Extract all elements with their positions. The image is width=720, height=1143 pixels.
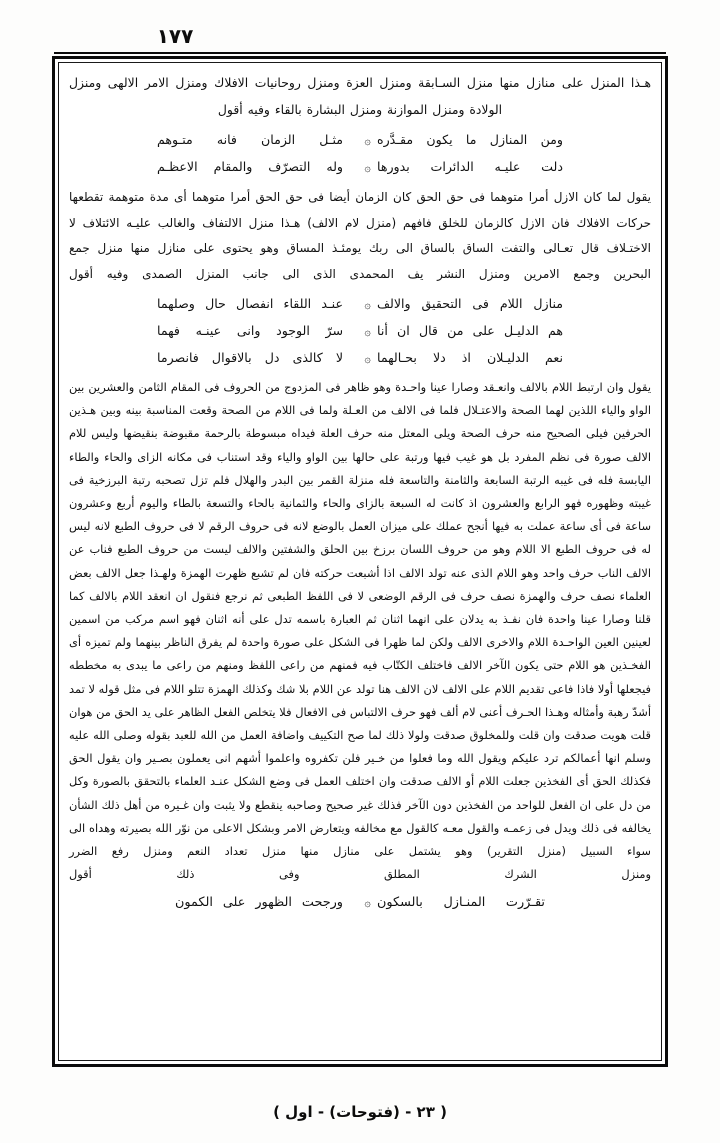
main-prose-line: يقول وان ارتبط اللام بالالف وانعـقد وصارا عينا واحـدة وهو ظاهر فى المزدوج من الحروف فى المقام الثامن (138, 380, 651, 394)
main-prose-line: تصحبه رتبة البرزخية فى غيبته وظهوره فهو الرابع والعشرون اذ كانت له السبعة بالزاى والحاء والثمانية بالحاء والتسعة بالطاء (69, 472, 651, 511)
main-prose-line: بصيرته وهداه الى سواء السبيل (69, 820, 651, 859)
verse-line (69, 345, 651, 372)
verse-line (69, 154, 651, 181)
section-heading-taqrir: (منزل التقرير) (486, 844, 566, 859)
verse-block-second (69, 291, 651, 372)
verse-block-first (69, 127, 651, 181)
main-prose-line: راعى اللفظ ومنهم من راعى ما يبدى به مخططه فيجعلها أولا فاذا فاعى تقديم اللام على الالف لان الالف هنا تولد عن (69, 658, 651, 696)
main-prose-line: من حروف الطبع فناب عن الالف الناب حرف واحد وهو اللام الذى عنه تولد الالف اذا أشبعت حركته فان لم تشبع ظهرت (69, 542, 652, 580)
page-number: ١٧٧ (156, 24, 194, 48)
verse-line (69, 291, 651, 318)
main-prose-line: مكانه الزاى والحاء والطاء اليابسة فله فى غيبه الرتبة السابعة والثامنة والتاسعة فله منزلة القمر بين البدر والهلال فلم تزل (69, 449, 651, 487)
verse-hemistich-first: هم الدليـل على من قال ان أنا (377, 323, 563, 338)
verse-separator-icon: ۞ (364, 325, 371, 338)
second-prose-line-4: البحرين وجمع الامرين ومنزل النشر يف المحمدى الذى الى جانب المنزل الصمدى وفيه أقول (69, 266, 651, 281)
opening-prose (69, 69, 651, 123)
verse-line (69, 127, 651, 154)
main-prose-line: اللام بلا شك وكذلك الهمزة تتلو اللام فى مثل قوله لا تمد أشدّ رهبة وأمثاله وهـذا الحـرف أعنى لام ألف فهو حرف (69, 681, 651, 719)
verse-hemistich-first: ومن المنازل ما يكون مقـدَّره (377, 132, 563, 147)
verse-separator-icon: ۞ (364, 161, 371, 174)
verse-hemistich-second: مثـل الزمان فانه متـوهم (157, 132, 343, 147)
main-prose-line: دل على ان الفعل للواحد من الفخذين دون الآخر فذلك غير صحيح وصاحبه ينقطع ولا يثبت وان غـيره من أهل ذلك (101, 797, 633, 812)
second-prose (69, 185, 651, 287)
verse-hemistich-second: لا كالذى دل بالاقوال فانصرما (157, 350, 343, 365)
main-prose (69, 376, 651, 886)
section-heading-lam-alif: (منزل لام الالف) (307, 215, 397, 230)
verse-separator-icon: ۞ (364, 298, 371, 311)
opening-prose-line-1: هـذا المنزل على منازل منها منزل السـابقة ومنزل العزة ومنزل روحانيات الافلاك ومنزل الامر الالهى ومنزل (69, 75, 651, 90)
page-frame (52, 56, 668, 1067)
main-prose-line: الالتباس فى الافعال فلا يتخلص الفعل الظاهر على يد الحق من هوان قلت هويت صدقت وان قلت وللمخلوق (69, 704, 651, 743)
verse-block-closing (69, 890, 651, 916)
second-prose-line-1: يقول لما كان الازل أمرا متوهما فى حق الحق كان الزمان أيضا فى حق الحق أمرا متوهما أى مدة متوهمة تقطعها (69, 190, 651, 204)
verse-line (69, 890, 651, 916)
verse-hemistich-first: تقـرّرت المنـازل بالسكون (377, 895, 545, 911)
verse-separator-icon: ۞ (364, 896, 371, 910)
verse-hemistich-first: دلت عليـه الدائرات بدورها (377, 159, 563, 174)
main-prose-line: واحدة لم يفرق الناظر بينهما ولم تميزه أى الفخـذين هو اللام حتى يكون الآخر الالف فاختلف الكتّاب فيه فمنهم من (69, 635, 651, 673)
main-prose-line: الهمزة ولهـذا جعل الالف بعض العلماء نصف حرف والهمزة نصف حرف فى الرقم الوضعى لا فى اللفظ الطبعى ثم نرجع (69, 565, 651, 603)
verse-line (69, 318, 651, 345)
main-prose-line: الشأن يخالفه فى ذلك ويدل فى زعمـه والقول معـه كالقول مع مخالفه ويتعارض الامر وبشكل الاعلى من نوّر الله (69, 797, 651, 835)
opening-prose-line-2: الولادة ومنزل الموازنة ومنزل البشارة بالقاء وفيه أقول (217, 102, 503, 117)
main-prose-line: الفخذين جعلت اللام أو الالف صدقت وان اختلف العمل فى وضع الشكل عنـد العلماء بالتحقق بالصورة وكل من (69, 774, 652, 812)
second-prose-line-2: حركات الافلاك فان الازل كالزمان للخلق فافهم (402, 215, 651, 230)
verse-hemistich-second: عنـد اللقاء انفصال حال وصلهما (157, 296, 343, 311)
main-prose-line: المناسبة بينه وبين هـذين الحرفين فيلى الصحيح منه حرف الصحة ويلى المعتل منه حرف العلة فيداه مبسوطة بالرحمة (69, 403, 652, 441)
verse-separator-icon: ۞ (364, 134, 371, 147)
main-prose-line: فنقول ان انعقد اللام بالالف كما قلنا وصارا عينا واحدة فان نفـذ به يدلان على انهما اثنان ثم العبارة باسمه تدل على أنه (69, 588, 651, 627)
main-prose-line: واليوم أربع وعشرون ساعة فى أى ساعة عملت به فيها أنجح عملك على ميزان العمل بالوضع لانه فى حروف الرقم لا فى (69, 496, 651, 534)
verse-hemistich-second: سرّ الوجود وانى عينـه فهما (157, 323, 343, 338)
main-prose-line: اثنان فهو اسم مركب من اسمين لعينين العين الواحـدة اللام والاخرى الالف ولكن لما ظهرا فى الشكل على صورة (69, 612, 651, 650)
verse-hemistich-second: وله التصرّف والمقام الاعظـم (157, 159, 343, 174)
verse-hemistich-first: نعم الدليـلان اذ دلا بحـالهما (377, 350, 563, 365)
main-prose-line: صدقت ولولا ذلك لما صح التكييف واضافة العمل من الله للعبد بقوله وصلى الله عليه وسلم انها أعمالكم ترد عليكم (69, 728, 651, 766)
second-prose-line-2b: هـذا منزل الالتفاف والغالب عليـه الائتلاف (82, 215, 301, 230)
main-prose-line: مقبوضة بنقيضها وليس للام الالف صورة فى نظم المفرد بل هو غيب فيها ورتبة على حالها بين الواو والياء وقد استناب فى (69, 426, 651, 464)
main-prose-last-line: ومنزل الشرك المطلق وفى ذلك أقول (69, 867, 651, 882)
main-prose-line: والعشرين بين الواو والياء اللذين لهما الصحة والاعتـلال فلما فى الالف من العـلة ولما فى اللام من الصحة وقعت (69, 380, 651, 418)
page-footer: ( ٢٣ - (فتوحات) - اول ) (273, 1103, 447, 1121)
verse-separator-icon: ۞ (364, 352, 371, 365)
main-prose-after-heading: وهو يشتمل على منازل منها منزل تعداد النعم ومنزل رفع الضرر (69, 844, 473, 859)
verse-hemistich-second: ورجحت الظهور على الكمون (175, 895, 343, 911)
verse-hemistich-first: منازل اللام فى التحقيق والالف (377, 296, 563, 311)
page-content (69, 69, 651, 1056)
second-prose-line-3: لا الاختـلاف قال تعـالى والتفت الساق بالساق الى ربك يومئـذ المساق وهو يحتوى على منازل منها منزل جمع (69, 215, 651, 255)
main-prose-line: ويقول الله وما فعلوا من خـير فلن تكفروه واعلموا أشهم انى يعملون بصـير وان يقول الحق فكذلك الحق أى (69, 751, 651, 789)
main-prose-line: حروف الطبع لانه ليس له فى حروف الطبع الا اللام وهو من حروف اللسان برزخ بين الحلق والشفتين والالف ليست (69, 519, 652, 557)
